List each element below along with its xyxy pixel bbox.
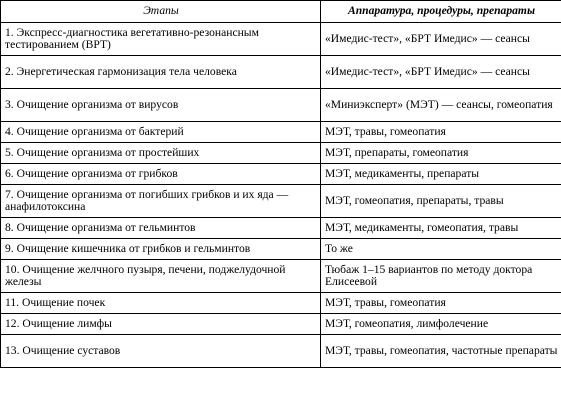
table-row bbox=[1, 239, 561, 260]
table-header-row bbox=[1, 1, 561, 23]
table-row bbox=[1, 335, 561, 368]
table-row bbox=[1, 56, 561, 89]
means-cell: МЭТ, травы, гомеопатия bbox=[321, 122, 561, 143]
stage-cell: 10. Очищение желчного пузыря, печени, поджелудочной железы bbox=[1, 260, 321, 293]
means-cell: Тюбаж 1–15 вариантов по методу доктора Елисеевой bbox=[321, 260, 561, 293]
table-row bbox=[1, 23, 561, 56]
means-cell: МЭТ, травы, гомеопатия bbox=[321, 293, 561, 314]
table-row bbox=[1, 164, 561, 185]
table-row bbox=[1, 260, 561, 293]
stage-cell: 13. Очищение суставов bbox=[1, 335, 321, 368]
table-row bbox=[1, 293, 561, 314]
means-cell: МЭТ, препараты, гомеопатия bbox=[321, 143, 561, 164]
stage-cell: 1. Экспресс-диагностика вегетативно-резонансным тестированием (ВРТ) bbox=[1, 23, 321, 56]
table-row bbox=[1, 89, 561, 122]
stage-cell: 7. Очищение организма от погибших грибков и их яда — анафилотоксина bbox=[1, 185, 321, 218]
stage-cell: 11. Очищение почек bbox=[1, 293, 321, 314]
stage-cell: 4. Очищение организма от бактерий bbox=[1, 122, 321, 143]
means-cell: «Имедис-тест», «БРТ Имедис» — сеансы bbox=[321, 23, 561, 56]
table-row bbox=[1, 185, 561, 218]
means-cell: МЭТ, гомеопатия, препараты, травы bbox=[321, 185, 561, 218]
table-row bbox=[1, 314, 561, 335]
means-cell: МЭТ, травы, гомеопатия, частотные препараты bbox=[321, 335, 561, 368]
table-row bbox=[1, 122, 561, 143]
stage-cell: 8. Очищение организма от гельминтов bbox=[1, 218, 321, 239]
header-stages: Этапы bbox=[1, 1, 321, 23]
stage-cell: 12. Очищение лимфы bbox=[1, 314, 321, 335]
header-means: Аппаратура, процедуры, препараты bbox=[321, 1, 561, 23]
stage-cell: 5. Очищение организма от простейших bbox=[1, 143, 321, 164]
means-cell: То же bbox=[321, 239, 561, 260]
means-cell: «Миниэксперт» (МЭТ) — сеансы, гомеопатия bbox=[321, 89, 561, 122]
means-cell: МЭТ, медикаменты, препараты bbox=[321, 164, 561, 185]
means-cell: МЭТ, медикаменты, гомеопатия, травы bbox=[321, 218, 561, 239]
table-row bbox=[1, 143, 561, 164]
means-cell: «Имедис-тест», «БРТ Имедис» — сеансы bbox=[321, 56, 561, 89]
means-cell: МЭТ, гомеопатия, лимфолечение bbox=[321, 314, 561, 335]
stage-cell: 2. Энергетическая гармонизация тела человека bbox=[1, 56, 321, 89]
stage-cell: 6. Очищение организма от грибков bbox=[1, 164, 321, 185]
table-row bbox=[1, 218, 561, 239]
stage-cell: 9. Очищение кишечника от грибков и гельминтов bbox=[1, 239, 321, 260]
stage-cell: 3. Очищение организма от вирусов bbox=[1, 89, 321, 122]
